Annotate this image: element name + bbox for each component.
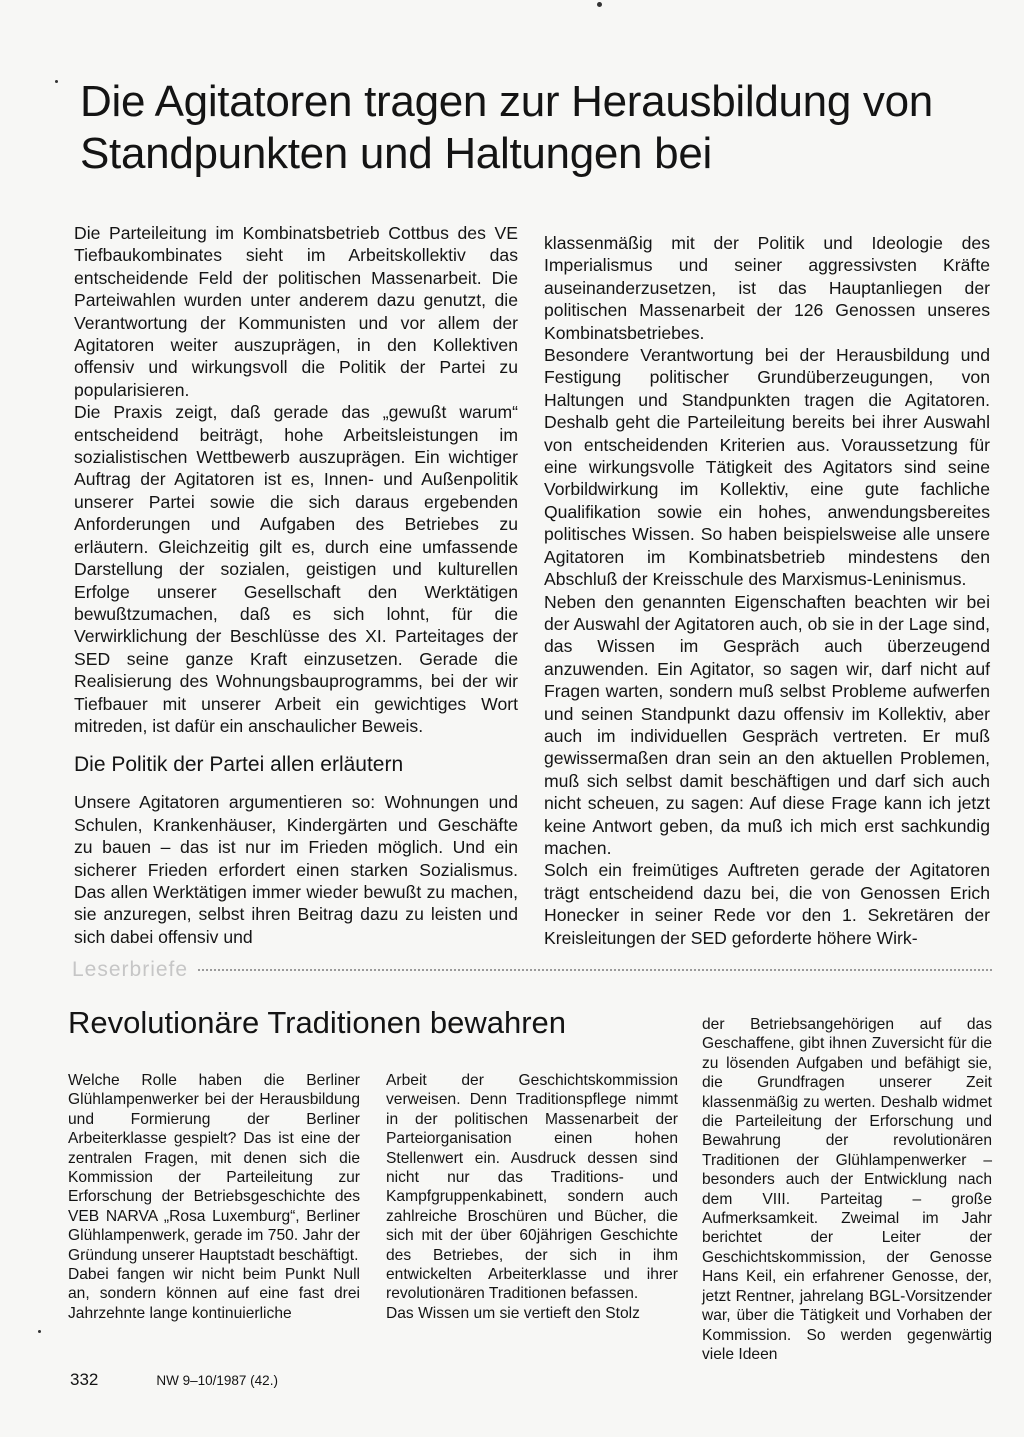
article-paragraph: Die Praxis zeigt, daß gerade das „gewußt warum“ entscheidend beiträgt, hohe Arbeitsleistungen im sozialistischen Wettbewerb auszuprägen. Ein wichtiger Auftrag der Agitatoren ist es, Innen- und Außenpolitik unserer Partei sowie die sich daraus ergebenden Anforderungen und Aufgaben des Betriebes zu erläutern. Gleichzeitig gilt es, durch eine umfassende Darstellung der sozialen, geistigen und kulturellen Erfolge unserer Gesellschaft den Werktätigen bewußtzumachen, daß es sich lohnt, für die Verwirklichung der Beschlüsse des XI. Parteitages der SED seine ganze Kraft einzusetzen. Gerade die Realisierung des Wohnungsbauprogramms, bei der wir Tiefbauer mit unserer Arbeit ein gewichtiges Wort mitreden, ist dafür ein anschaulicher Beweis. (74, 402, 518, 736)
letter-column-1 (68, 1071, 360, 1323)
article-column-1 (74, 222, 518, 948)
issue-reference: NW 9–10/1987 (42.) (156, 1373, 278, 1388)
article-headline: Die Agitatoren tragen zur Herausbildung von Standpunkten und Haltungen bei (80, 77, 933, 178)
page-footer (70, 1370, 278, 1390)
article-paragraph: Neben den genannten Eigenschaften beachten wir bei der Auswahl der Agitatoren auch, ob sie in der Lage sind, das Wissen im Gespräch auch überzeugend anzuwenden. Ein Agitator, so sagen wir, darf nicht auf Fragen warten, sondern muß selbst Probleme aufwerfen und seinen Standpunkt dazu offensiv im Kollektiv, aber auch im individuellen Gespräch vertreten. Er muß gewissermaßen dran sein an den aktuellen Problemen, muß sich selbst damit beschäftigen und darf sich auch nicht scheuen, zu sagen: Auf diese Frage kann ich jetzt keine Antwort geben, da muß ich mich erst sachkundig machen. (544, 591, 990, 858)
letter-column-2 (386, 1071, 678, 1323)
article-column-2 (544, 232, 990, 949)
article-paragraph: Besondere Verantwortung bei der Herausbildung und Festigung politischer Grundüberzeugungen, von Haltungen und Standpunkten tragen die Agitatoren. Deshalb geht die Parteileitung bereits bei ihrer Auswahl von entscheidenden Kriterien aus. Voraussetzung für eine wirkungsvolle Tätigkeit des Agitators sind seine Vorbildwirkung im Kollektiv, eine gute fachliche Qualifikation sowie ein hohes, anwendungsbereites politisches Wissen. So haben beispielsweise alle unsere Agitatoren im Kombinatsbetrieb mindestens den Abschluß der Kreisschule des Marxismus-Leninismus. (544, 345, 990, 590)
article-paragraph: klassenmäßig mit der Politik und Ideologie des Imperialismus und seiner aggressivsten Kräfte auseinanderzusetzen, ist das Hauptanliegen der politischen Massenarbeit der 126 Genossen unseres Kombinatsbetriebes. (544, 233, 990, 343)
article-paragraph: Unsere Agitatoren argumentieren so: Wohnungen und Schulen, Krankenhäuser, Kindergärten und Geschäfte zu bauen – das ist nur im Frieden möglich. Und ein sicherer Frieden erfordert einen starken Sozialismus. Das allen Werktätigen immer wieder bewußt zu machen, sie anzuregen, selbst ihren Beitrag dazu zu leisten und sich dabei offensiv und (74, 792, 518, 947)
scan-speck (38, 1330, 41, 1333)
article-paragraph: Solch ein freimütiges Auftreten gerade der Agitatoren trägt entscheidend dazu bei, die von Genossen Erich Honecker in seiner Rede vor den 1. Sekretären der Kreisleitungen der SED geforderte höhere Wirk- (544, 860, 990, 948)
page-number: 332 (70, 1370, 99, 1389)
letter-paragraph: Dabei fangen wir nicht beim Punkt Null an, sondern können auf eine fast drei Jahrzehnte lange kontinuierliche (68, 1266, 360, 1322)
article-subheading: Die Politik der Partei allen erläutern (74, 753, 404, 777)
rubric-divider (198, 969, 992, 971)
article-paragraph: Die Parteileitung im Kombinatsbetrieb Cottbus des VE Tiefbaukombinates sieht im Arbeitskollektiv das entscheidende Feld der politischen Massenarbeit. Die Parteiwahlen wurden unter anderem dazu genutzt, die Verantwortung der Kommunisten und vor allem der Agitatoren weiter auszuprägen, in den Kollektiven offensiv und wirkungsvoll die Politik der Partei zu popularisieren. (74, 223, 518, 400)
letter-paragraph: der Betriebsangehörigen auf das Geschaffene, gibt ihnen Zuversicht für die zu lösenden Aufgaben und befähigt sie, die Grundfragen unserer Zeit klassenmäßig zu werten. Deshalb widmet die Parteileitung der Erforschung und Bewahrung der revolutionären Traditionen der Glühlampenwerker – besonders auch der Entwicklung nach dem VIII. Parteitag – große Aufmerksamkeit. Zweimal im Jahr berichtet der Leiter der Geschichtskommission, der Genosse Hans Keil, ein erfahrener Genosse, der, jetzt Rentner, jahrelang BGL-Vorsitzender war, über die Tätigkeit und Vorhaben der Kommission. So werden gegenwärtig viele Ideen (702, 1016, 992, 1363)
section-rubric (72, 955, 992, 985)
scan-speck (597, 2, 602, 7)
letter-headline: Revolutionäre Traditionen bewahren (68, 1005, 567, 1040)
letter-column-3 (702, 1015, 992, 1364)
scan-speck (55, 80, 58, 83)
letter-paragraph: Arbeit der Geschichtskommission verweisen. Denn Traditionspflege nimmt in der politischen Massenarbeit der Parteiorganisation einen hohen Stellenwert ein. Ausdruck dessen sind nicht nur das Traditions- und Kampfgruppenkabinett, sondern auch zahlreiche Broschüren und Bücher, die sich mit der über 60jährigen Geschichte des Betriebes, der sich in ihm entwickelten Arbeiterklasse und ihrer revolutionären Traditionen befassen. (386, 1072, 678, 1303)
rubric-label: Leserbriefe (72, 958, 189, 981)
letter-paragraph: Welche Rolle haben die Berliner Glühlampenwerker bei der Herausbildung und Formierung der Berliner Arbeiterklasse gespielt? Das ist eine der zentralen Fragen, mit denen sich die Kommission der Parteileitung zur Erforschung der Betriebsgeschichte des VEB NARVA „Rosa Luxemburg“, Berliner Glühlampenwerk, gerade im 750. Jahr der Gründung unserer Hauptstadt beschäftigt. (68, 1072, 360, 1264)
letter-paragraph: Das Wissen um sie vertieft den Stolz (386, 1304, 640, 1322)
